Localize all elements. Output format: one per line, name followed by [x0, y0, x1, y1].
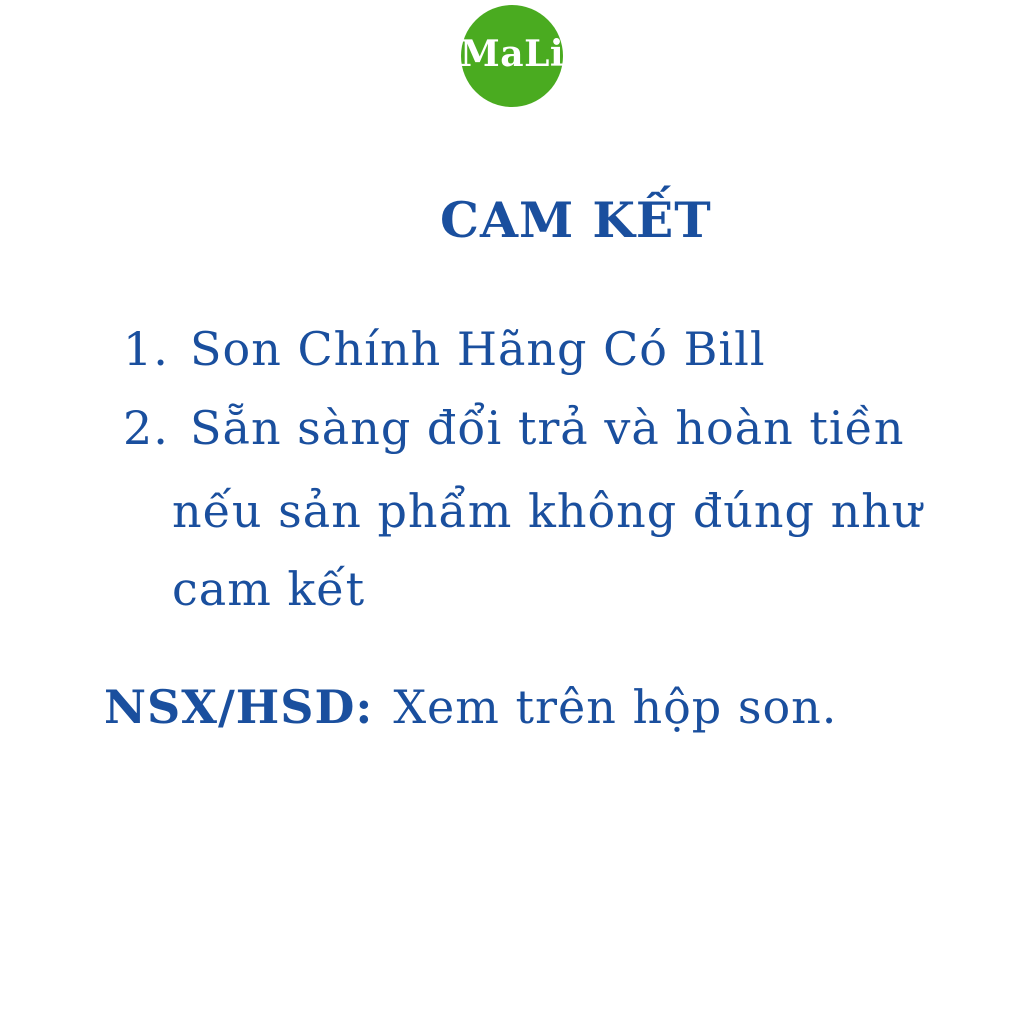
list-item-2-text-line-1: Sẵn sàng đổi trả và hoàn tiền — [190, 401, 905, 455]
list-item-2-continuation-2 — [172, 562, 366, 616]
footer-note-text: Xem trên hộp son. — [393, 680, 838, 734]
list-item-2-continuation-1 — [172, 484, 923, 538]
list-item-2-text-line-2: nếu sản phẩm không đúng như — [172, 484, 923, 538]
list-item-2-text-line-3: cam kết — [172, 562, 366, 616]
list-item-1 — [123, 322, 766, 376]
brand-logo-text: MaLi — [459, 33, 565, 75]
footer-note — [104, 680, 838, 734]
list-item-2-number: 2. — [123, 401, 169, 455]
list-item-2 — [123, 401, 905, 455]
footer-note-label: NSX/HSD: — [104, 680, 374, 734]
brand-logo — [461, 5, 563, 107]
list-item-1-number: 1. — [123, 322, 169, 376]
page-title: CAM KẾT — [440, 191, 712, 249]
list-item-1-text: Son Chính Hãng Có Bill — [190, 322, 766, 376]
